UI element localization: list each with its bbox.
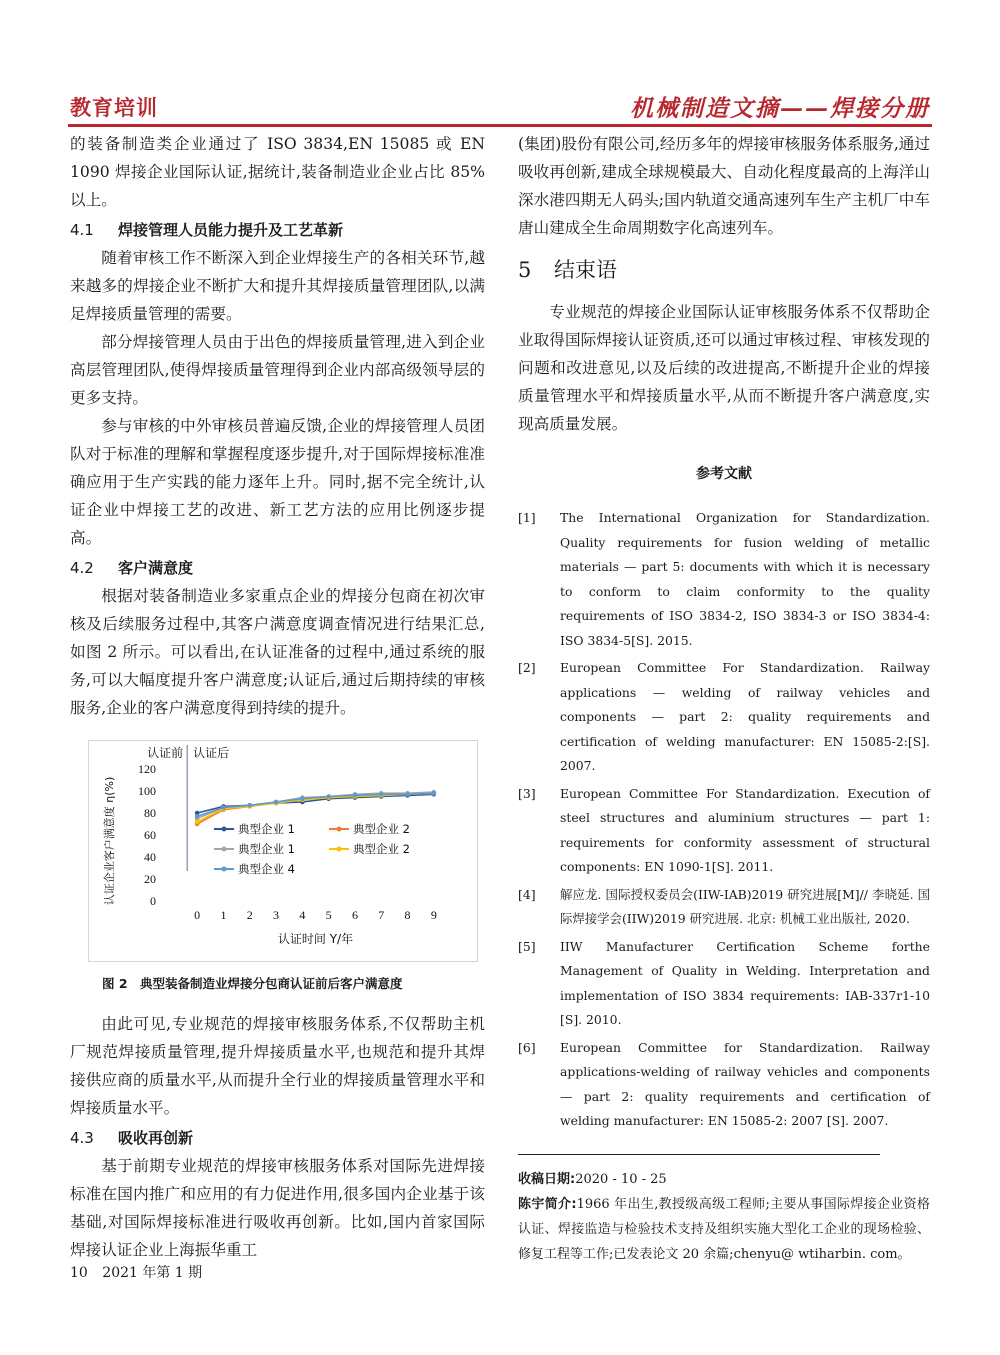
figure-caption: 图 2 典型装备制造业焊接分包商认证前后客户满意度 [102,976,403,991]
legend-marker [222,847,227,852]
reference-number: [2] [518,660,536,675]
paragraph: 参与审核的中外审核员普遍反馈,企业的焊接管理人员团队对于标准的理解和掌握程度逐步提升,对于国际焊接标准准确应用于生产实践的能力逐年上升。同时,据不完全统计,认证企业中焊接工艺的改进、新工艺方法的应用比例逐步提高。 [70,417,485,547]
left-column [70,130,485,1264]
x-tick-label: 8 [404,908,411,922]
legend-label: 典型企业 4 [238,862,295,876]
author-label: 陈宇简介: [518,1196,577,1212]
reference-number: [6] [518,1039,536,1055]
legend-label: 典型企业 1 [238,842,295,856]
section-title: 客户满意度 [118,559,194,577]
paragraph: (集团)股份有限公司,经历多年的焊接审核服务体系服务,通过吸收再创新,建成全球规模最大、自动化程度最高的上海洋山深水港四期无人码头;国内轨道交通高速列车生产主机厂中车唐山建成全生命周期数字化高速列车。 [518,135,930,237]
section-heading-4-2 [70,554,485,582]
reference-number: [1] [518,510,536,525]
reference-number: [4] [518,886,536,902]
reference-item [518,782,930,880]
data-point [326,794,331,799]
phase-label-before: 认证前 [147,746,184,760]
data-point [195,814,200,819]
references-title: 参考文献 [696,466,752,482]
paragraph: 部分焊接管理人员由于出色的焊接质量管理,进入到企业高层管理团队,使得焊接质量管理得到企业内部高级领导层的更多支持。 [70,333,485,407]
legend-marker [337,847,342,852]
x-tick-label: 2 [246,908,253,922]
paragraph: 随着审核工作不断深入到企业焊接生产的各相关环节,越来越多的焊接企业不断扩大和提升其焊接质量管理团队,以满足焊接质量管理的需要。 [70,249,485,323]
reference-item [518,656,930,779]
legend-marker [222,827,227,832]
data-point [195,820,200,825]
reference-item [518,935,930,1033]
reference-text: The International Organization for Standardization. Quality requirements for fusion welding of metallic materials — part 5: documents with which it is necessary to conform to claim conformity to the quality requirements of ISO 3834-2, ISO 3834-3 or ISO 3834-4: ISO 3834-5[S]. 2015. [560,510,930,648]
footnote-divider [518,1154,880,1155]
reference-text: IIW Manufacturer Certification Scheme forthe Management of Quality in Welding. Interpretation and implementation of ISO 3834 requirements: IAB-337r1-10 [S]. 2010. [560,938,930,1027]
reference-item [518,1036,930,1134]
x-tick-label: 6 [351,908,358,922]
reference-text: European Committee for Standardization. Railway applications-welding of railway vehicles and components — part 2: quality requirements and certification of welding manufacturer: EN 15085-2: 2007 [S]. 2007. [560,1039,930,1128]
paragraph: 专业规范的焊接企业国际认证审核服务体系不仅帮助企业取得国际焊接认证资质,还可以通过审核过程、审核发现的问题和改进意见,以及后续的改进提高,不断提升企业的焊接质量管理水平和焊接质量水平,从而不断提升客户满意度,实现高质量发展。 [518,303,930,433]
y-tick-label: 60 [144,828,156,842]
paragraph: 基于前期专业规范的焊接审核服务体系对国际先进焊接标准在国内推广和应用的有力促进作用,很多国内企业基于该基础,对国际焊接标准进行吸收再创新。比如,国内首家国际焊接认证企业上海振华重工 [70,1157,485,1259]
received-value: 2020 - 10 - 25 [575,1171,667,1187]
x-tick-label: 4 [299,908,306,922]
data-point [432,791,437,796]
reference-list [518,506,930,1134]
section-number: 4.2 [70,559,94,577]
reference-number: [5] [518,938,536,954]
paragraph: 由此可见,专业规范的焊接审核服务体系,不仅帮助主机厂规范焊接质量管理,提升焊接质量水平,也规范和提升其焊接供应商的质量水平,从而提升全行业的焊接质量管理水平和焊接质量水平。 [70,1015,485,1117]
y-tick-label: 120 [138,762,156,776]
right-column [518,130,930,1267]
phase-label-after: 认证后 [193,746,230,760]
x-tick-label: 9 [430,908,437,922]
reference-item [518,506,930,653]
section-heading-4-1 [70,216,485,244]
y-tick-label: 40 [144,850,156,864]
x-tick-label: 1 [220,908,227,922]
issue-label: 2021 年第 1 期 [102,1265,203,1281]
x-tick-label: 3 [273,908,280,922]
x-tick-label: 7 [378,908,385,922]
satisfaction-chart [88,740,478,962]
author-value: 1966 年出生,教授级高级工程师;主要从事国际焊接企业资格认证、焊接监造与检验技术支持及组织实施大型化工企业的现场检验、修复工程等工作;已发表论文 20 余篇;chenyu@ wtiharbin. com。 [518,1196,930,1262]
x-axis-title: 认证时间 Y/年 [277,932,354,946]
legend-label: 典型企业 1 [238,822,295,836]
data-point [405,792,410,797]
data-point [353,793,358,798]
journal-section: 教育培训 [70,96,158,120]
paragraph: 根据对装备制造业多家重点企业的焊接分包商在初次审核及后续服务过程中,其客户满意度调查情况进行结果汇总,如图 2 所示。可以看出,在认证准备的过程中,通过系统的服务,可以大幅度提升客户满意度;认证后,通过后期持续的审核服务,企业的客户满意度得到持续的提升。 [70,587,485,717]
y-tick-label: 80 [144,806,156,820]
legend-marker [222,867,227,872]
legend-label: 典型企业 2 [353,842,410,856]
reference-text: European Committee For Standardization. Execution of steel structures and aluminium structures — part 1: requirements for conformity assessment of structural components: EN 1090-1[S]. 2011. [560,785,930,874]
section-number: 4.3 [70,1129,94,1147]
data-point [247,803,252,808]
section-number: 4.1 [70,221,94,239]
header-divider [68,124,932,127]
chart-canvas [89,741,477,961]
y-tick-label: 20 [144,872,156,886]
author-bio [518,1192,930,1267]
y-axis-title: 认证企业客户满意度 η(%) [103,776,116,906]
legend-label: 典型企业 2 [353,822,410,836]
received-label: 收稿日期: [518,1171,576,1187]
section-title: 焊接管理人员能力提升及工艺革新 [118,221,344,239]
page-number: 10 [70,1265,88,1281]
reference-text: 解应龙. 国际授权委员会(IIW-IAB)2019 研究进展[M]// 李晓延. 国际焊接学会(IIW)2019 研究进展. 北京: 机械工业出版社, 2020. [560,886,930,926]
data-point [221,805,226,810]
reference-item [518,883,930,932]
section-heading-5 [518,256,930,284]
data-point [300,796,305,801]
data-point [274,800,279,805]
y-tick-label: 0 [150,894,156,908]
x-tick-label: 0 [194,908,201,922]
legend-marker [337,827,342,832]
paragraph: 的装备制造类企业通过了 ISO 3834,EN 15085 或 EN 1090 焊接企业国际认证,据统计,装备制造业企业占比 85% 以上。 [70,135,485,209]
journal-title: 机械制造文摘——焊接分册 [630,95,930,122]
section-number: 5 [518,258,532,282]
reference-text: European Committee For Standardization. Railway applications — welding of railway vehicles and components — part 2: quality requirements and certification of welding manufacturer: EN 15085-2:[S]. 2007. [560,660,930,773]
section-heading-4-3 [70,1124,485,1152]
received-date [518,1167,930,1192]
x-tick-label: 5 [325,908,332,922]
data-point [379,792,384,797]
section-title: 吸收再创新 [118,1129,194,1147]
reference-number: [3] [518,785,536,801]
page-footer [70,1262,202,1282]
y-tick-label: 100 [138,784,156,798]
section-title: 结束语 [554,258,617,282]
